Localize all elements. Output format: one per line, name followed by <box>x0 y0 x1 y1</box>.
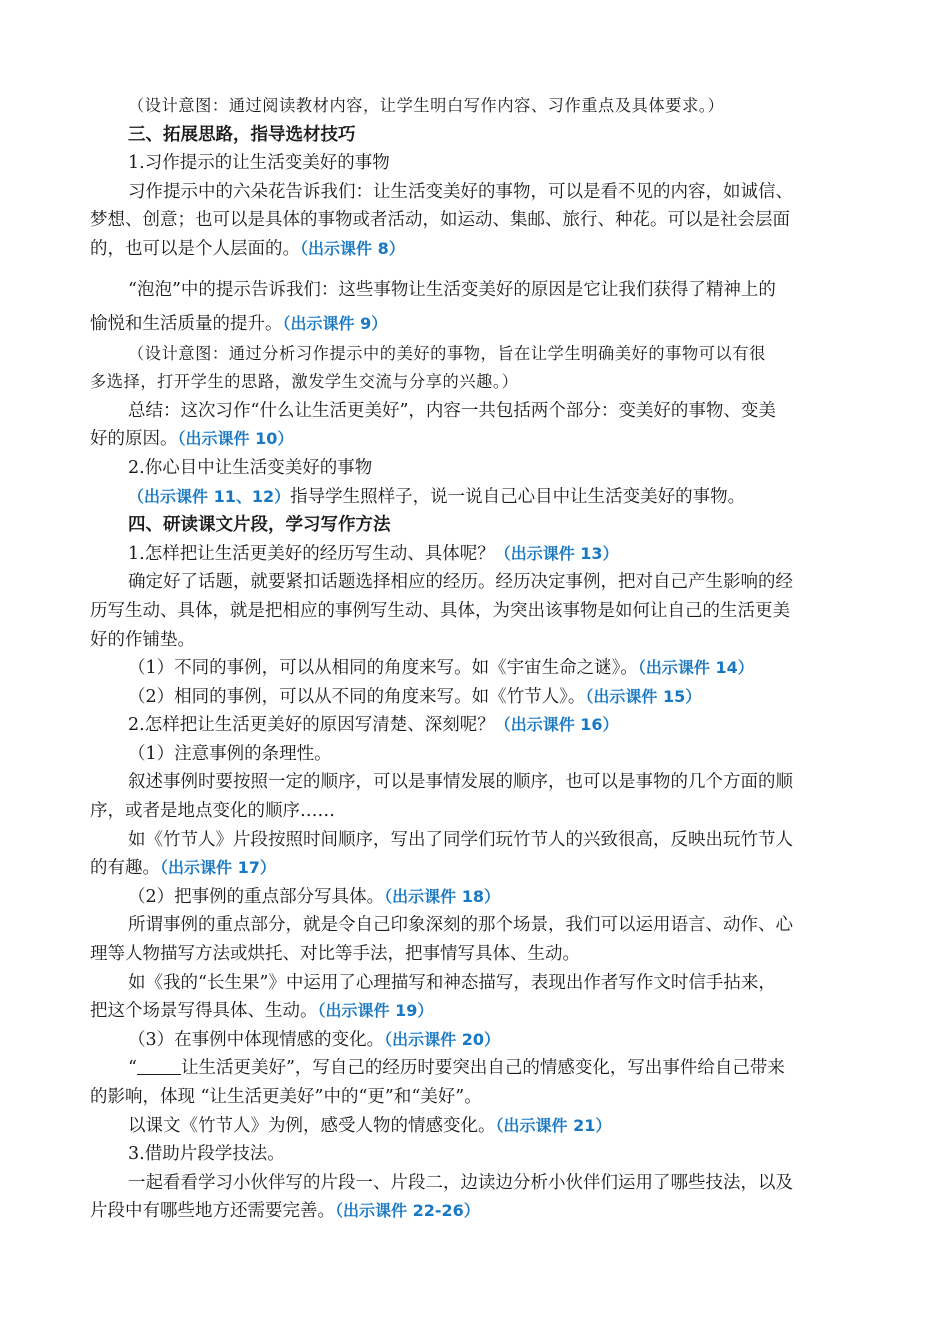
paragraph: （2）把事例的重点部分写具体。（出示课件 18） <box>128 886 500 907</box>
paragraph: 的，也可以是个人层面的。（出示课件 8） <box>90 238 405 259</box>
paragraph: 片段中有哪些地方还需要完善。（出示课件 22-26） <box>90 1201 480 1222</box>
paragraph: 如《我的“长生果”》中运用了心理描写和神态描写，表现出作者写作文时信手拈来， <box>128 972 776 993</box>
paragraph: 如《竹节人》片段按照时间顺序，写出了同学们玩竹节人的兴致很高，反映出玩竹节人 <box>128 829 793 850</box>
document-page <box>90 92 862 1226</box>
design-intent-note: （设计意图：通过阅读教材内容，让学生明白写作内容、习作重点及具体要求。） <box>128 96 725 115</box>
courseware-ref: （出示课件 16） <box>494 715 619 735</box>
courseware-ref: （出示课件 21） <box>495 1115 612 1135</box>
paragraph: 好的原因。（出示课件 10） <box>90 429 294 450</box>
courseware-ref: （出示课件 9） <box>282 313 388 333</box>
courseware-ref: （出示课件 13） <box>494 543 619 563</box>
courseware-ref: （出示课件 14） <box>637 658 754 678</box>
paragraph: 梦想、创意；也可以是具体的事物或者活动，如运动、集邮、旅行、种花。可以是社会层面 <box>90 210 790 231</box>
subheading-4-1: 1.怎样把让生活更美好的经历写生动、具体呢？（出示课件 13） <box>128 543 619 564</box>
paragraph: 一起看看学习小伙伴写的片段一、片段二，边读边分析小伙伴们运用了哪些技法，以及 <box>128 1172 793 1193</box>
paragraph: 愉悦和生活质量的提升。（出示课件 9） <box>90 313 388 334</box>
subheading-4-2: 2.怎样把让生活更美好的原因写清楚、深刻呢？（出示课件 16） <box>128 715 619 736</box>
courseware-ref: （出示课件 20） <box>384 1029 500 1049</box>
design-intent-note: 多选择，打开学生的思路，激发学生交流与分享的兴趣。） <box>90 372 519 392</box>
subheading-3-2: 2.你心目中让生活变美好的事物 <box>128 457 373 478</box>
paragraph: 确定好了话题，就要紧扣话题选择相应的经历。经历决定事例，把对自己产生影响的经 <box>128 572 793 593</box>
courseware-ref: （出示课件 19） <box>317 1001 434 1021</box>
paragraph: （1）注意事例的条理性。 <box>128 743 332 764</box>
paragraph: 总结：这次习作“什么让生活更美好”，内容一共包括两个部分：变美好的事物、变美 <box>128 400 776 421</box>
courseware-ref: （出示课件 11、12） <box>128 486 291 506</box>
paragraph: 叙述事例时要按照一定的顺序，可以是事情发展的顺序，也可以是事物的几个方面的顺 <box>128 772 793 793</box>
paragraph: 理等人物描写方法或烘托、对比等手法，把事情写具体、生动。 <box>90 944 580 965</box>
paragraph: （2）相同的事例，可以从不同的角度来写。如《竹节人》。（出示课件 15） <box>128 686 702 707</box>
courseware-ref: （出示课件 18） <box>384 886 500 906</box>
paragraph: “泡泡”中的提示告诉我们：这些事物让生活变美好的原因是它让我们获得了精神上的 <box>128 279 776 300</box>
paragraph: 把这个场景写得具体、生动。（出示课件 19） <box>90 1001 434 1022</box>
courseware-ref: （出示课件 17） <box>160 858 276 878</box>
paragraph: 以课文《竹节人》为例，感受人物的情感变化。（出示课件 21） <box>128 1115 612 1136</box>
fill-in-blank <box>137 1056 181 1075</box>
subheading-4-3: 3.借助片段学技法。 <box>128 1144 285 1165</box>
subheading-3-1: 1.习作提示的让生活变美好的事物 <box>128 153 390 174</box>
paragraph: （出示课件 11、12）指导学生照样子，说一说自己心目中让生活变美好的事物。 <box>128 486 746 507</box>
paragraph: （1）不同的事例，可以从相同的角度来写。如《宇宙生命之谜》。（出示课件 14） <box>128 658 754 679</box>
paragraph: 习作提示中的六朵花告诉我们：让生活变美好的事物，可以是看不见的内容，如诚信、 <box>128 181 793 202</box>
courseware-ref: （出示课件 10） <box>177 429 294 449</box>
paragraph: 序，或者是地点变化的顺序…… <box>90 801 335 822</box>
courseware-ref: （出示课件 15） <box>585 686 702 706</box>
paragraph: 所谓事例的重点部分，就是令自己印象深刻的那个场景，我们可以运用语言、动作、心 <box>128 915 793 936</box>
paragraph: 历写生动、具体，就是把相应的事例写生动、具体，为突出该事物是如何让自己的生活更美 <box>90 600 790 621</box>
paragraph: 好的作铺垫。 <box>90 629 195 650</box>
section-heading-3: 三、拓展思路，指导选材技巧 <box>128 124 356 145</box>
paragraph: （3）在事例中体现情感的变化。（出示课件 20） <box>128 1029 500 1050</box>
design-intent-note: （设计意图：通过分析习作提示中的美好的事物，旨在让学生明确美好的事物可以有很 <box>128 343 766 363</box>
paragraph: 的有趣。（出示课件 17） <box>90 858 276 879</box>
section-heading-4: 四、研读课文片段，学习写作方法 <box>128 515 391 536</box>
paragraph: “ 让生活更美好”，写自己的经历时要突出自己的情感变化，写出事件给自己带来 <box>128 1058 785 1079</box>
courseware-ref: （出示课件 22-26） <box>335 1201 480 1221</box>
courseware-ref: （出示课件 8） <box>300 238 405 258</box>
paragraph: 的影响，体现 “让生活更美好”中的“更”和“美好”。 <box>90 1087 482 1107</box>
